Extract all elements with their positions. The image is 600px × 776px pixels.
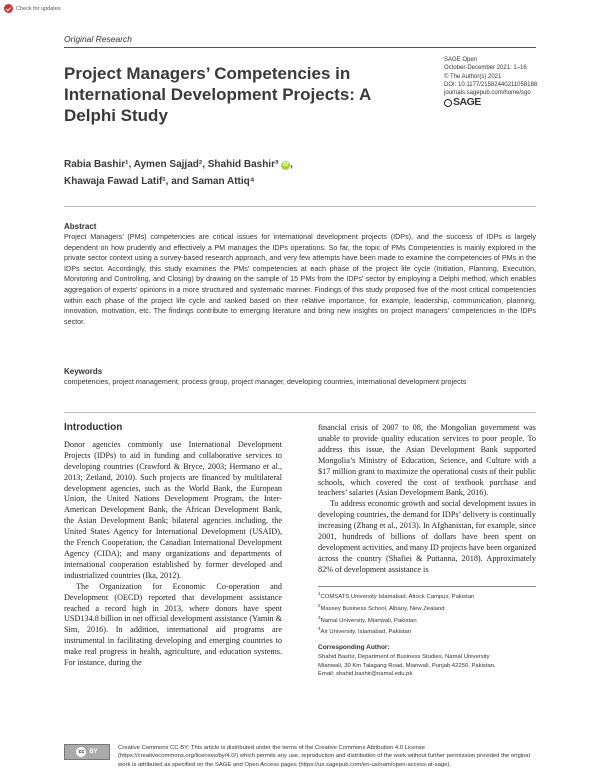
journal-meta (444, 56, 537, 107)
check-updates-icon (4, 4, 13, 13)
body-paragraph: To address economic growth and social development issues in developing countries, the demand for IDPs’ delivery is continually increasing (Zhang et al., 2013). In Afghanistan, for example, since 2001, hundreds of billions of dollars have been spent on development activities, and many ID projects have been organized across the country (Shafiei & Puttanna, 2018). Approximately 82% of development assistance is (318, 499, 536, 574)
corresponding-author (318, 644, 536, 679)
section-label: Original Research (64, 34, 133, 44)
affiliation-item: $^2$Massey Business School, Albany, New Zealand (318, 602, 445, 612)
journal-url-link[interactable]: journals.sagepub.com/home/sgo (444, 90, 531, 97)
introduction-heading: Introduction (64, 422, 123, 433)
journal-issue: October-December 2021: 1–16 (444, 65, 527, 72)
authors-line-1: Rabia Bashir¹, Aymen Sajjad², Shahid Bashir³ (64, 159, 279, 170)
affiliation-item: $^4$Air University, Islamabad, Pakistan (318, 626, 412, 636)
abstract-heading: Abstract (64, 222, 97, 231)
orcid-icon[interactable]: iD (282, 162, 289, 168)
author-list: Rabia Bashir¹, Aymen Sajjad², Shahid Bashir³ iD , Khawaja Fawad Latif¹, and Saman Attiq⁴ (64, 156, 293, 190)
body-paragraph: financial crisis of 2007 to 08, the Mongolian government was unable to provide quality education services to poor people. To address this issue, the Asian Development Bank supported Mongolia’s Ministry of Education, Science, and Culture with a $17 million grant to maximize the operational costs of their public schools, which covered the cost of textbook purchase and teachers’ salaries (Asian Development Bank, 2016). (318, 423, 536, 498)
footnote-divider (318, 586, 536, 587)
check-for-updates-label: Check for updates (16, 5, 61, 12)
footnotes (318, 586, 536, 679)
license-notice (64, 744, 536, 769)
check-for-updates-button[interactable] (4, 4, 61, 13)
corresponding-line: Shahid Bashir, Department of Business Studies, Namal University (318, 653, 490, 660)
corresponding-line: Mianwali, 30 Km Talagang Road, Mianwali, Punjab 42250, Pakistan. (318, 662, 496, 669)
sage-logo: SAGE (444, 98, 537, 106)
body-paragraph: The Organization for Economic Co-operation and Development (OECD) reported that development assistance reached a record high in 2013, where donors have spent USD134.8 billion in net official development assistance (Yamin & Sim, 2016). In addition, international aid programs are instrumental in facilitating developing and emerging countries to make real progress in health, agriculture, and education systems. For instance, during the (64, 581, 283, 668)
license-text: Creative Commons CC BY: This article is distributed under the terms of the Creative Commons Attribution 4.0 License (https://creativecommons.org/licenses/by/4.0/) which permits any use, reproduction and distribution of the work without further permission provided the original work is attributed as specified on the SAGE and Open Access pages (https://us.sagepub.com/en-us/nam/open-access-at-sage). (118, 745, 530, 768)
affiliation-item: $^1$COMSATS University Islamabad, Attock Campus, Pakistan (318, 591, 475, 600)
keywords-section (64, 367, 536, 388)
body-column-right (318, 423, 536, 576)
copyright: © The Author(s) 2021 (444, 73, 502, 80)
cc-by-badge-icon[interactable] (64, 744, 110, 760)
body-paragraph: Donor agencies commonly use International Development Projects (IDPs) to aid in funding and collaborative services to developing countries (Crawford & Bryce, 2003; Hermano et al., 2013; Zetland, 2010). Such projects are financed by multilateral development agencies, such as the World Bank, the European Union, the United Nations Development Program, the Inter-American Development Bank, the African Development Bank, the Asian Development Bank; bilateral agencies including, the United States Agency for International Development (USAID), the French Cooperation, the Canadian International Development Agency (CIDA); and many organizations and departments of international cooperation established by former developed and industrialized countries (Ika, 2012). (64, 439, 282, 580)
body-divider (64, 412, 536, 413)
authors-line-2: Khawaja Fawad Latif¹, and Saman Attiq⁴ (64, 176, 255, 187)
keywords-text: competencies, project management, process group, project manager, developing countries, international development projects (64, 377, 467, 386)
abstract-divider (64, 206, 536, 207)
corresponding-heading: Corresponding Author: (318, 644, 390, 652)
article-title: Project Managers’ Competencies in International Development Projects: A Delphi Study (64, 64, 371, 125)
affiliation-item: $^3$Namal University, Mianwali, Pakistan (318, 614, 417, 624)
journal-name: SAGE Open (444, 57, 478, 63)
abstract-text: Project Managers’ (PMs) competencies are critical issues for international development projects (IDPs), and the success of IDPs is largely dependent on how prudently and effectively a PM manages the IDPs operations. So far, the topic of PMs Competencies is mainly explored in the private sector context using a survey-based research approach, and very few attempts have been made to examine the competencies of PMs in the IDPs sector. Accordingly, this study examines the PMs’ competencies at each phase of the project life cycle (Initiation, Planning, Execution, Monitoring and Controlling, and Closing) by drawing on the sample of 15 PMs from the IDPs’ sector by employing a Delphi method, which enables aggregation of experts’ opinions in a more structured and systematic manner. Findings of this study proposed five of the most critical competencies within each phase of the project life cycle and ranked based on their relative importance, for example, leadership, communication, planning, innovation, motivation, etc. The findings contribute to emerging literature and bring new insights on project managers’ competencies in the IDPs sector. (64, 232, 536, 326)
cc-by-label: BY (89, 749, 98, 755)
corresponding-email-link[interactable]: Email: shahid.bashir@namal.edu.pk (318, 671, 413, 678)
keywords-heading: Keywords (64, 367, 103, 376)
cc-icon: cc (76, 747, 86, 757)
body-column-left (64, 423, 282, 669)
abstract-section (64, 222, 536, 327)
top-divider (64, 47, 536, 48)
doi-link[interactable]: DOI: 10.1177/21582440211058188 (444, 81, 538, 88)
